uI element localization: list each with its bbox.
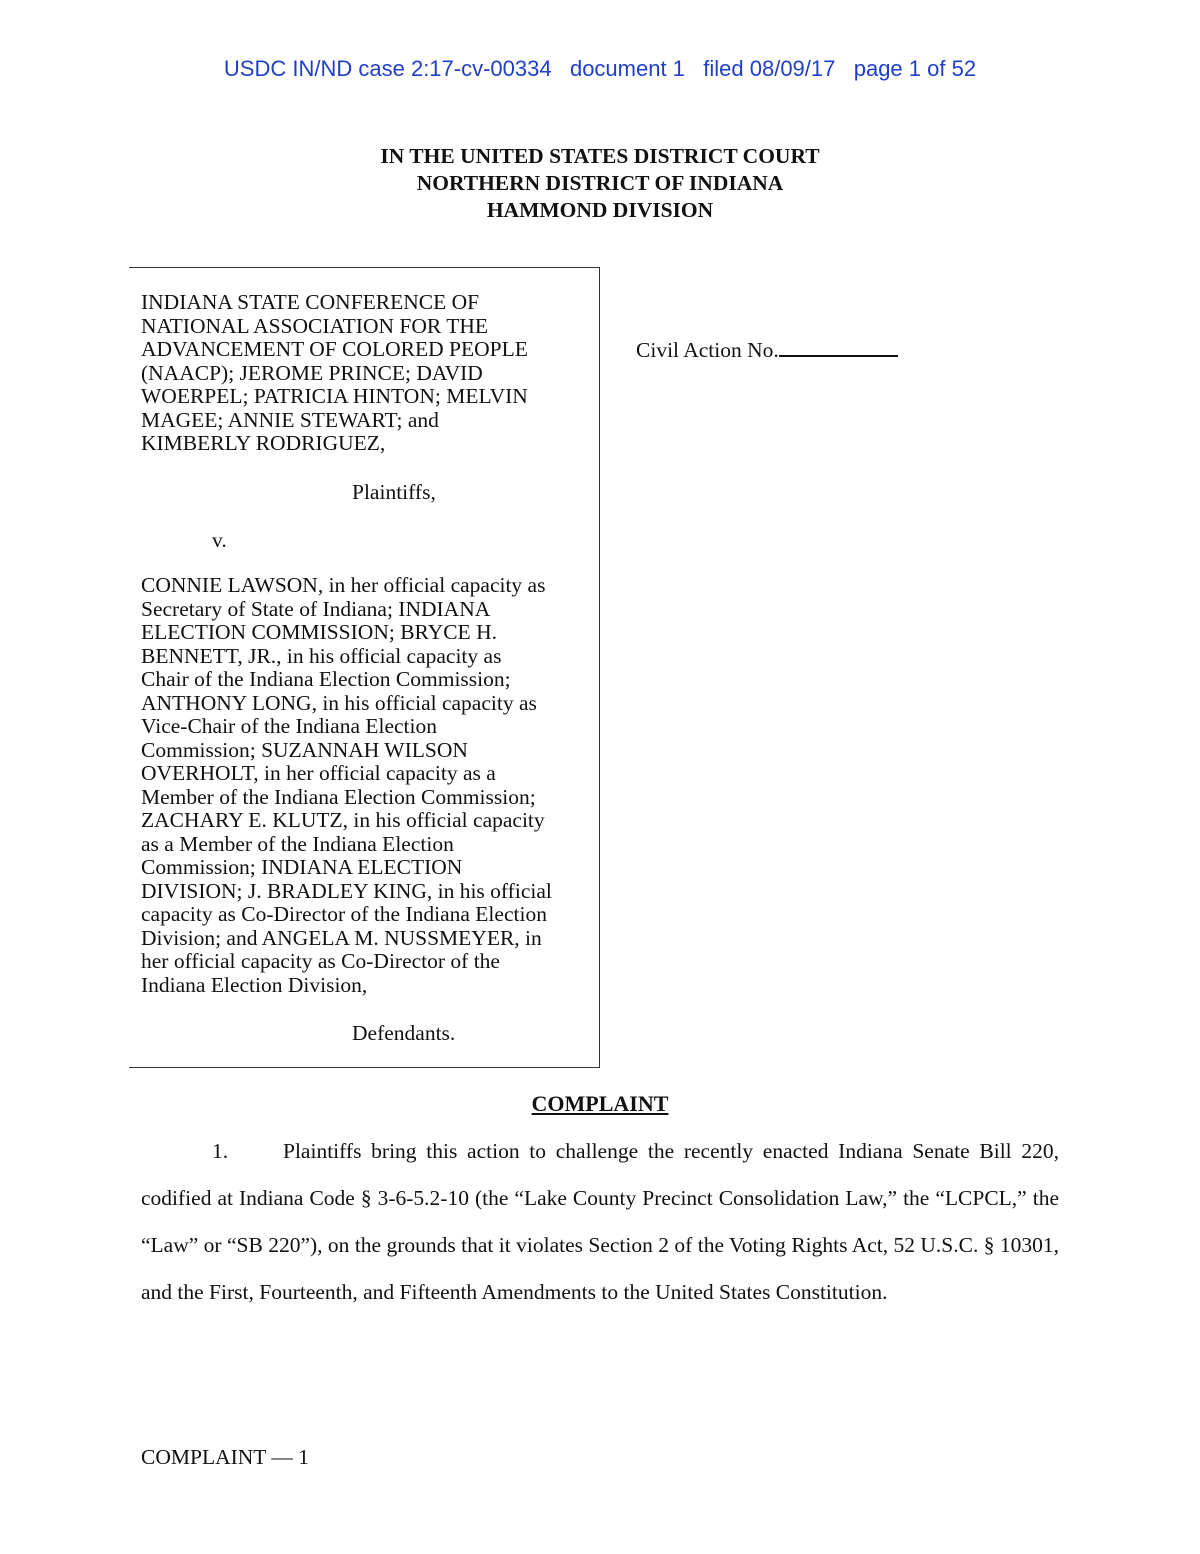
versus-label: v. xyxy=(212,528,227,552)
defendants-line: CONNIE LAWSON, in her official capacity as xyxy=(141,573,546,597)
plaintiffs-line: NATIONAL ASSOCIATION FOR THE xyxy=(141,313,489,338)
civil-action-label: Civil Action No. xyxy=(636,338,779,362)
plaintiffs-line: (NAACP); JEROME PRINCE; DAVID xyxy=(141,360,483,385)
paragraph-number: 1. xyxy=(212,1139,229,1163)
plaintiffs-line: KIMBERLY RODRIGUEZ, xyxy=(141,431,386,455)
stamp-document: document 1 xyxy=(569,56,685,81)
defendants-line: her official capacity as Co-Director of the xyxy=(141,949,500,973)
plaintiffs-label: Plaintiffs, xyxy=(352,480,436,504)
defendants-line: BENNETT, JR., in his official capacity as xyxy=(141,643,502,668)
defendants-line: ZACHARY E. KLUTZ, in his official capacity xyxy=(141,808,545,832)
plaintiffs-line: MAGEE; ANNIE STEWART; and xyxy=(141,407,439,432)
plaintiffs-list xyxy=(141,291,528,456)
civil-action-number xyxy=(636,338,898,363)
ecf-header-stamp xyxy=(0,56,1200,82)
stamp-page: page 1 of 52 xyxy=(853,56,977,81)
paragraph-text: Plaintiffs bring this action to challenge the recently enacted Indiana Senate Bill 220, codified at Indiana Code § 3-6-5.2-10 (the “Lake County Precinct Consolidation Law,” the “LCPCL,” the “Law” or “SB 220”), on the grounds that it violates Section 2 of the Voting Rights Act, 52 U.S.C. § 10301, and the First, Fourteenth, and Fifteenth Amendments to the United States Constitution. xyxy=(141,1139,1059,1304)
defendants-line: Division; and ANGELA M. NUSSMEYER, in xyxy=(141,925,542,950)
defendants-line: Secretary of State of Indiana; INDIANA xyxy=(141,596,491,621)
defendants-line: capacity as Co-Director of the Indiana Election xyxy=(141,902,547,926)
court-heading-line-2: NORTHERN DISTRICT OF INDIANA xyxy=(416,171,784,195)
defendants-label: Defendants. xyxy=(352,1021,456,1045)
civil-action-blank-line xyxy=(779,341,898,357)
defendants-line: Vice-Chair of the Indiana Election xyxy=(141,714,438,738)
defendants-line: ANTHONY LONG, in his official capacity as xyxy=(141,690,537,715)
defendants-list xyxy=(141,574,552,997)
defendants-line: OVERHOLT, in her official capacity as a xyxy=(141,761,496,785)
defendants-line: DIVISION; J. BRADLEY KING, in his official xyxy=(141,878,552,903)
stamp-case: USDC IN/ND case 2:17-cv-00334 xyxy=(223,56,552,81)
page-footer: COMPLAINT — 1 xyxy=(141,1445,310,1469)
defendants-line: Commission; SUZANNAH WILSON xyxy=(141,737,468,762)
defendants-line: as a Member of the Indiana Election xyxy=(141,831,454,856)
defendants-line: Chair of the Indiana Election Commission; xyxy=(141,667,511,691)
paragraph-1 xyxy=(141,1128,1059,1316)
defendants-line: Member of the Indiana Election Commission; xyxy=(141,784,536,809)
plaintiffs-line: INDIANA STATE CONFERENCE OF xyxy=(141,290,480,314)
complaint-title: COMPLAINT xyxy=(531,1091,669,1116)
court-heading-line-3: HAMMOND DIVISION xyxy=(486,198,714,222)
defendants-line: Indiana Election Division, xyxy=(141,972,368,997)
court-heading xyxy=(0,143,1200,224)
defendants-line: ELECTION COMMISSION; BRYCE H. xyxy=(141,620,497,644)
stamp-filed: filed 08/09/17 xyxy=(703,56,836,81)
defendants-line: Commission; INDIANA ELECTION xyxy=(141,855,463,879)
court-heading-line-1: IN THE UNITED STATES DISTRICT COURT xyxy=(380,144,820,168)
plaintiffs-line: ADVANCEMENT OF COLORED PEOPLE xyxy=(141,337,528,361)
plaintiffs-line: WOERPEL; PATRICIA HINTON; MELVIN xyxy=(141,384,528,408)
